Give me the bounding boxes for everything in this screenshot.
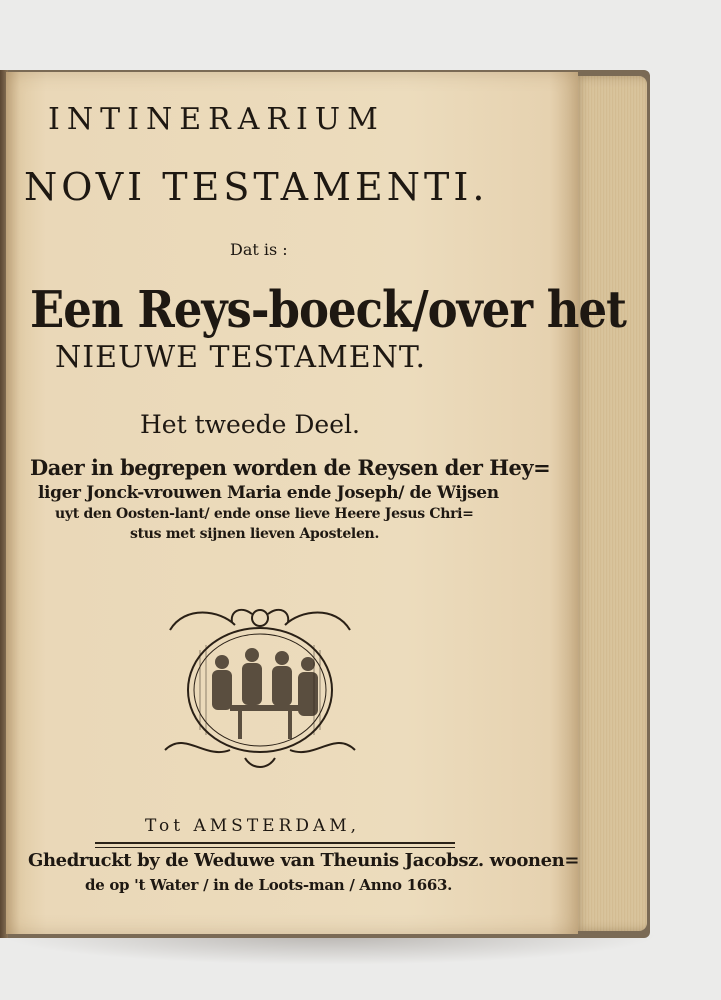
title-line-1: INTINERARIUM xyxy=(48,102,385,137)
dat-is: Dat is : xyxy=(230,240,288,259)
description-line-4: stus met sijnen lieven Apostelen. xyxy=(130,526,380,542)
imprint-line-2: de op 't Water / in de Loots-man / Anno 1663. xyxy=(85,876,453,894)
title-line-2: NOVI TESTAMENTI. xyxy=(24,165,489,209)
imprint-rule xyxy=(95,842,455,848)
reysboeck-title: Een Reys-boeck/over het xyxy=(30,280,626,340)
page-edges xyxy=(573,76,647,931)
nieuwe-testament: NIEUWE TESTAMENT. xyxy=(55,340,427,375)
book-shadow xyxy=(0,935,660,965)
city-line: Tot AMSTERDAM, xyxy=(145,816,361,836)
description-line-2: liger Jonck-vrouwen Maria ende Joseph/ de Wijsen xyxy=(38,483,499,503)
imprint-line-1: Ghedruckt by de Weduwe van Theunis Jacobsz. woonen= xyxy=(28,850,580,871)
description-line-1: Daer in begrepen worden de Reysen der Hey= xyxy=(30,455,551,480)
tweede-deel: Het tweede Deel. xyxy=(140,410,360,439)
description-line-3: uyt den Oosten-lant/ ende onse lieve Heere Jesus Chri= xyxy=(55,506,474,522)
woodcut-illustration xyxy=(160,600,360,770)
